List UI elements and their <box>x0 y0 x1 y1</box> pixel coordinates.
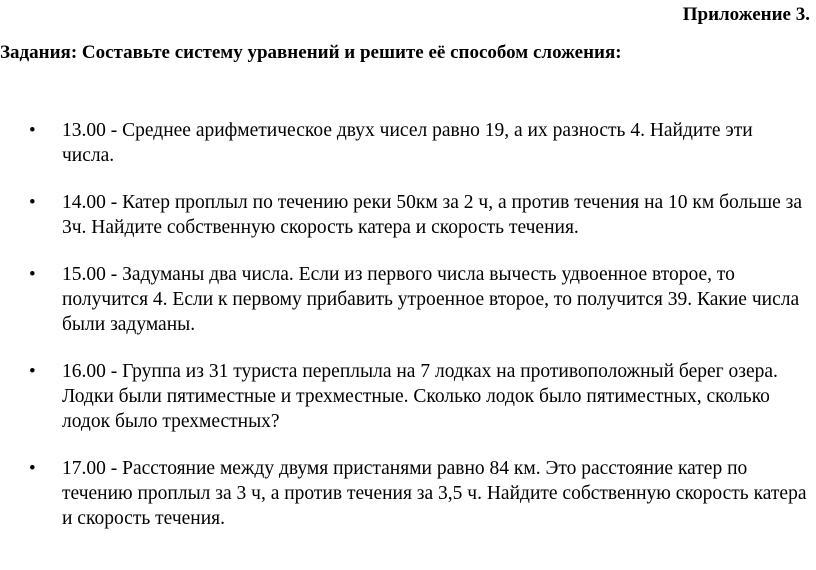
bullet-icon: • <box>29 264 36 285</box>
task-text: 15.00 - Задуманы два числа. Если из первого числа вычесть удвоенное второе, то получится 4. Если к первому прибавить утроенное второе, то получится 39. Какие числа были задуманы. <box>62 264 800 335</box>
task-text: 14.00 - Катер проплыл по течению реки 50км за 2 ч, а против течения на 10 км больше за 3ч. Найдите собственную скорость катера и скорость течения. <box>62 192 803 238</box>
task-item-17 <box>0 456 816 531</box>
task-text: 17.00 - Расстояние между двумя пристанями равно 84 км. Это расстояние катер по течению проплыл за 3 ч, а против течения за 3,5 ч. Найдите собственную скорость катера и скорость течения. <box>62 458 807 529</box>
task-text: 16.00 - Группа из 31 туриста переплыла на 7 лодках на противоположный берег озера. Лодки были пятиместные и трехместные. Сколько лодок было пятиместных, сколько лодок было трехместных? <box>62 361 778 432</box>
bullet-icon: • <box>29 458 36 479</box>
bullet-icon: • <box>29 120 36 141</box>
task-item-13 <box>0 118 816 168</box>
task-heading: Задания: Составьте систему уравнений и решите её способом сложения: <box>0 42 622 63</box>
appendix-label: Приложение 3. <box>682 4 810 25</box>
task-item-14 <box>0 190 816 240</box>
task-item-16 <box>0 359 816 434</box>
task-list <box>0 118 816 553</box>
bullet-icon: • <box>29 361 36 382</box>
task-item-15 <box>0 262 816 337</box>
bullet-icon: • <box>29 192 36 213</box>
task-text: 13.00 - Среднее арифметическое двух чисел равно 19, а их разность 4. Найдите эти числа. <box>62 120 753 166</box>
